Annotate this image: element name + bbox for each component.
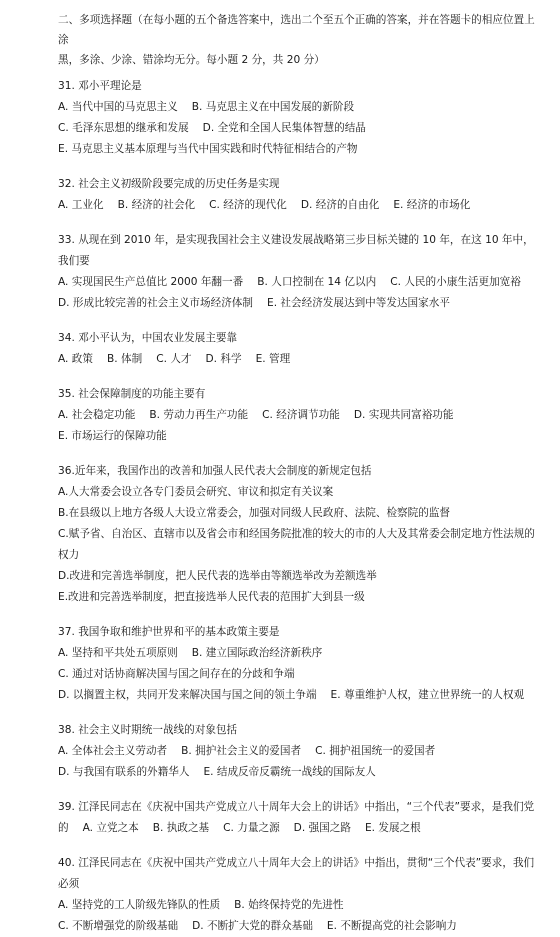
option-row (58, 293, 542, 314)
section-header (58, 10, 542, 70)
answer-option: E. 社会经济发展达到中等发达国家水平 (267, 297, 450, 309)
answer-option: E. 尊重维护人权，建立世界统一的人权观 (330, 689, 525, 701)
option-row (58, 762, 542, 783)
question-stem: 39. 江泽民同志在《庆祝中国共产党成立八十周年大会上的讲话》中指出，“三个代表”要求，是我们党 (58, 801, 535, 813)
question-31 (58, 76, 542, 160)
answer-option: D. 以搁置主权，共同开发来解决国与国之间的领土争端 (58, 689, 317, 701)
answer-option: C. 不断增强党的阶级基础 (58, 920, 179, 932)
option-row (58, 426, 542, 447)
answer-option: E. 经济的市场化 (393, 199, 471, 211)
answer-option: A. 立党之本 (82, 822, 139, 834)
answer-option: C. 毛泽东思想的继承和发展 (58, 122, 189, 134)
question-34 (58, 328, 542, 370)
question-stem: 32. 社会主义初级阶段要完成的历史任务是实现 (58, 178, 280, 190)
option-row (58, 916, 542, 937)
question-stem: 38. 社会主义时期统一战线的对象包括 (58, 724, 238, 736)
question-36 (58, 461, 542, 608)
question-stem: 31. 邓小平理论是 (58, 80, 142, 92)
answer-option: B. 经济的社会化 (117, 199, 196, 211)
option-row (58, 685, 542, 706)
answer-option: C. 力量之源 (223, 822, 280, 834)
answer-option: D. 形成比较完善的社会主义市场经济体制 (58, 297, 253, 309)
answer-option: C. 通过对话协商解决国与国之间存在的分歧和争端 (58, 668, 295, 680)
answer-option: A. 全体社会主义劳动者 (58, 745, 168, 757)
answer-option: D. 不断扩大党的群众基础 (192, 920, 313, 932)
option-row (58, 818, 542, 839)
answer-option: C. 人才 (156, 353, 192, 365)
answer-option: B. 人口控制在 14 亿以内 (257, 276, 377, 288)
question-32 (58, 174, 542, 216)
question-39 (58, 797, 542, 839)
question-37 (58, 622, 542, 706)
answer-option: D. 实现共同富裕功能 (353, 409, 454, 421)
answer-option: B. 始终保持党的先进性 (234, 899, 344, 911)
answer-option: B. 体制 (106, 353, 143, 365)
answer-option: C. 经济调节功能 (262, 409, 340, 421)
answer-option: A. 实现国民生产总值比 2000 年翻一番 (58, 276, 244, 288)
option-row (58, 118, 542, 139)
answer-option: D. 科学 (205, 353, 242, 365)
answer-option: D.改进和完善选举制度，把人民代表的选举由等额选举改为差额选举 (58, 570, 377, 582)
answer-option: B.在县级以上地方各级人大设立常委会，加强对同级人民政府、法院、检察院的监督 (58, 507, 451, 519)
answer-option: E. 结成反帝反霸统一战线的国际友人 (203, 766, 376, 778)
option-row (58, 503, 542, 524)
answer-option: A. 工业化 (58, 199, 104, 211)
answer-option: B. 建立国际政治经济新秩序 (191, 647, 323, 659)
option-row (58, 741, 542, 762)
answer-option: E. 马克思主义基本原理与当代中国实践和时代特征相结合的产物 (58, 143, 358, 155)
answer-option: A. 社会稳定功能 (58, 409, 136, 421)
answer-option: A. 政策 (58, 353, 93, 365)
question-stem: 40. 江泽民同志在《庆祝中国共产党成立八十周年大会上的讲话》中指出，贯彻“三个代表”要求，我们必须 (58, 857, 535, 890)
answer-option: A. 坚持党的工人阶级先锋队的性质 (58, 899, 221, 911)
option-row (58, 524, 542, 566)
answer-option: E. 不断提高党的社会影响力 (326, 920, 457, 932)
question-stem: 35. 社会保障制度的功能主要有 (58, 388, 206, 400)
answer-option: D. 全党和全国人民集体智慧的结晶 (202, 122, 366, 134)
answer-option: B. 执政之基 (152, 822, 210, 834)
question-stem: 33. 从现在到 2010 年，是实现我国社会主义建设发展战略第三步目标关键的 10 年，在这 10 年中，我们要 (58, 234, 534, 267)
question-33 (58, 230, 542, 314)
question-stem: 36.近年来，我国作出的改善和加强人民代表大会制度的新规定包括 (58, 465, 372, 477)
question-stem: 34. 邓小平认为，中国农业发展主要靠 (58, 332, 238, 344)
question-38 (58, 720, 542, 783)
answer-option: C. 拥护祖国统一的爱国者 (315, 745, 436, 757)
question-stem: 37. 我国争取和维护世界和平的基本政策主要是 (58, 626, 280, 638)
option-row (58, 97, 542, 118)
question-list (58, 76, 542, 937)
answer-option: A.人大常委会设立各专门委员会研究、审议和拟定有关议案 (58, 486, 334, 498)
option-row (58, 587, 542, 608)
option-row (58, 643, 542, 664)
option-row (58, 566, 542, 587)
section-header-line-1: 二、多项选择题（在每小题的五个备选答案中，选出二个至五个正确的答案，并在答题卡的相应位置上涂 (58, 14, 535, 46)
answer-option: E.改进和完善选举制度，把直接选举人民代表的范围扩大到县一级 (58, 591, 365, 603)
question-35 (58, 384, 542, 447)
option-row (58, 405, 542, 426)
answer-option: C.赋予省、自治区、直辖市以及省会市和经国务院批准的较大的市的人大及其常委会制定地方性法规的权力 (58, 528, 535, 561)
option-row (58, 195, 542, 216)
answer-option: E. 管理 (255, 353, 291, 365)
answer-option: E. 市场运行的保障功能 (58, 430, 167, 442)
option-row (58, 664, 542, 685)
answer-option: C. 经济的现代化 (209, 199, 287, 211)
option-row (58, 272, 542, 293)
option-row (58, 349, 542, 370)
option-row (58, 139, 542, 160)
answer-option: 的 (58, 822, 69, 834)
option-row (58, 895, 542, 916)
answer-option: C. 人民的小康生活更加宽裕 (390, 276, 521, 288)
answer-option: B. 劳动力再生产功能 (149, 409, 249, 421)
question-40 (58, 853, 542, 937)
answer-option: D. 强国之路 (293, 822, 351, 834)
option-row (58, 482, 542, 503)
answer-option: D. 与我国有联系的外籍华人 (58, 766, 190, 778)
answer-option: A. 当代中国的马克思主义 (58, 101, 178, 113)
answer-option: B. 拥护社会主义的爱国者 (181, 745, 302, 757)
answer-option: D. 经济的自由化 (300, 199, 380, 211)
answer-option: B. 马克思主义在中国发展的新阶段 (191, 101, 355, 113)
answer-option: A. 坚持和平共处五项原则 (58, 647, 178, 659)
section-header-line-2: 黑，多涂、少涂、错涂均无分。每小题 2 分，共 20 分） (58, 54, 325, 66)
answer-option: E. 发展之根 (364, 822, 421, 834)
